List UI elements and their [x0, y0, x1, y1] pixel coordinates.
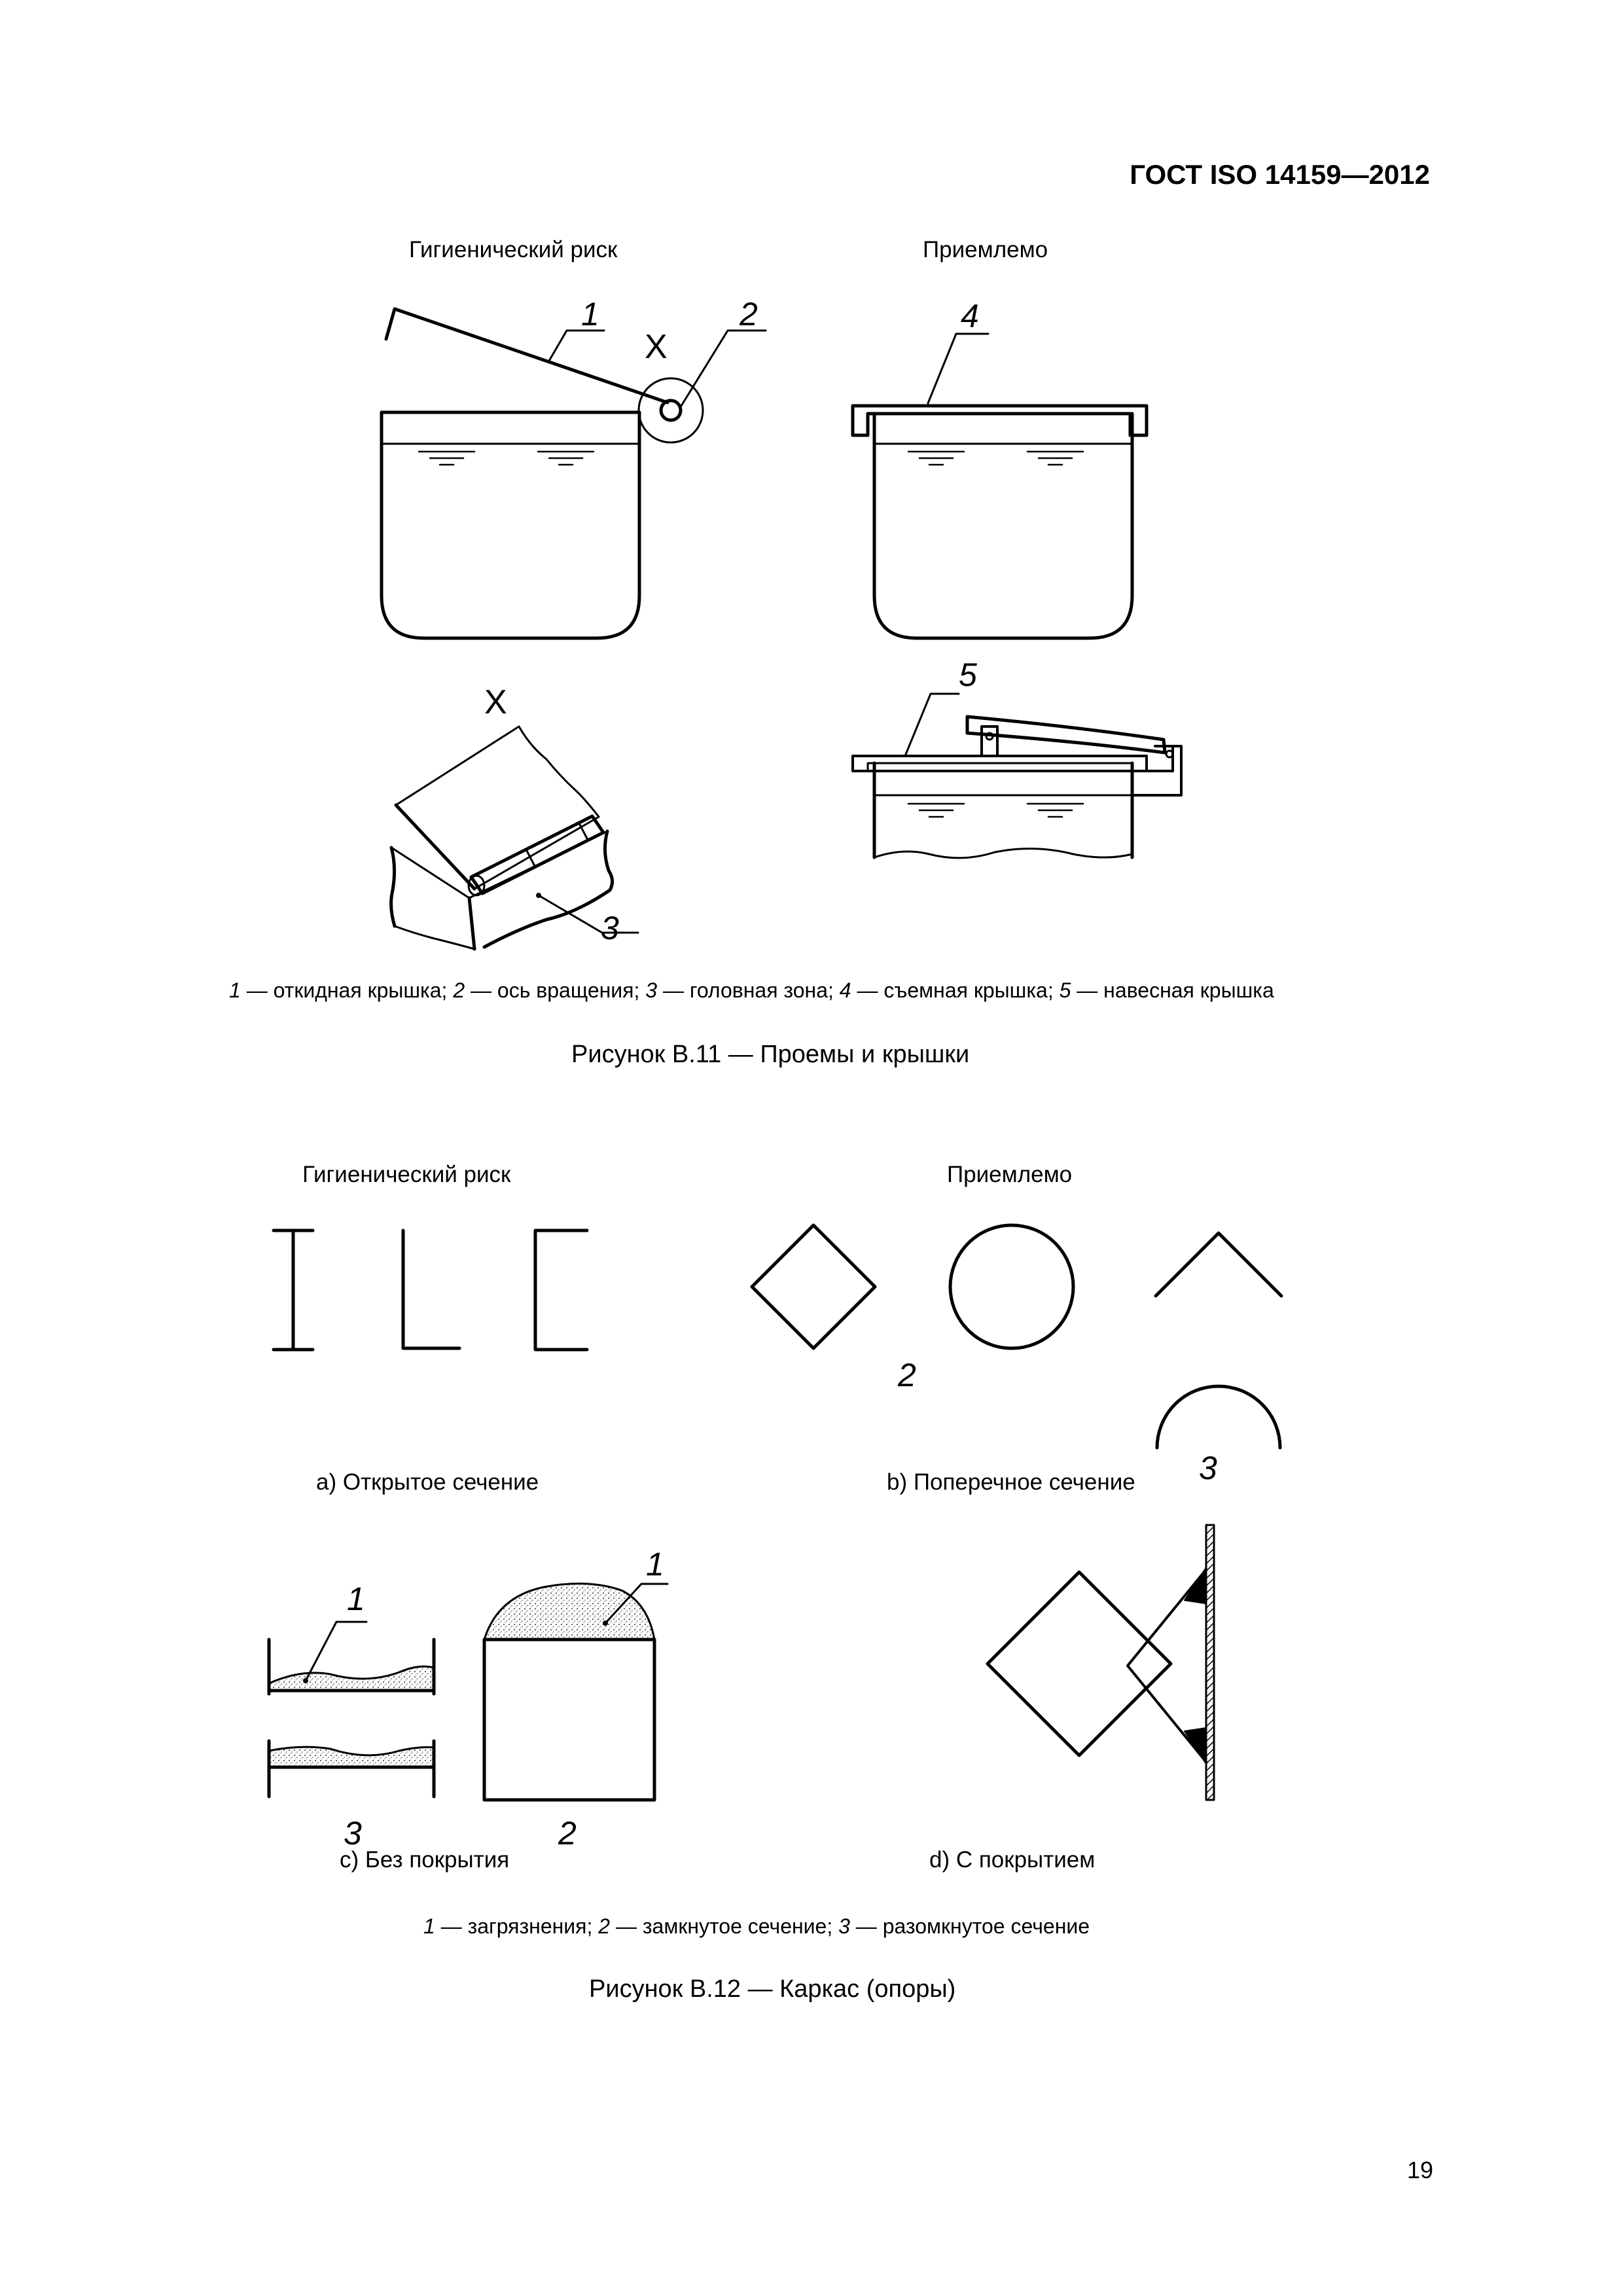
b12-callout-2-uncoated: 2	[558, 1815, 577, 1852]
tank-hanging-lid-drawing	[853, 694, 1181, 858]
b12-sub-b: b) Поперечное сечение	[887, 1469, 1135, 1495]
b12-callout-3-uncoated: 3	[344, 1815, 362, 1852]
b12-sub-c: с) Без покрытия	[340, 1847, 510, 1873]
page-number: 19	[1406, 2157, 1433, 2183]
cross-section-shapes	[752, 1225, 1281, 1448]
callout-3: 3	[601, 910, 619, 946]
tank-hinged-lid-drawing	[382, 309, 766, 638]
b12-callout-2-closed: 2	[898, 1357, 916, 1393]
b12-caption: Рисунок В.12 — Каркас (опоры)	[589, 1975, 956, 2003]
b11-legend: 1 — откидная крышка; 2 — ось вращения; 3 — головная зона; 4 — съемная крышка; 5 — навесная крышка	[229, 978, 1274, 1002]
b12-legend: 1 — загрязнения; 2 — замкнутое сечение; 3 — разомкнутое сечение	[423, 1914, 1090, 1938]
b12-sub-a: а) Открытое сечение	[316, 1469, 539, 1495]
b12-right-title: Приемлемо	[947, 1162, 1073, 1187]
detail-title-x: X	[484, 683, 507, 721]
callout-1: 1	[581, 296, 599, 332]
detail-mark-x: X	[645, 328, 668, 366]
coated-section-shapes	[988, 1525, 1214, 1800]
document-header: ГОСТ ISO 14159—2012	[1130, 159, 1430, 190]
callout-2: 2	[740, 296, 758, 332]
b11-left-title: Гигиенический риск	[409, 237, 618, 262]
b12-callout-1-dirt-closed: 1	[646, 1546, 664, 1583]
b12-callout-3-open: 3	[1199, 1450, 1217, 1486]
callout-4: 4	[961, 298, 979, 334]
open-section-shapes	[274, 1230, 587, 1350]
b12-callout-1-dirt-open: 1	[347, 1581, 365, 1617]
uncoated-section-shapes	[269, 1584, 668, 1800]
b11-caption: Рисунок В.11 — Проемы и крышки	[571, 1041, 970, 1068]
b12-sub-d: d) С покрытием	[929, 1847, 1096, 1873]
b11-right-title: Приемлемо	[923, 237, 1048, 262]
callout-5: 5	[959, 656, 977, 693]
b12-left-title: Гигиенический риск	[302, 1162, 511, 1187]
tank-removable-lid-drawing	[853, 334, 1147, 638]
